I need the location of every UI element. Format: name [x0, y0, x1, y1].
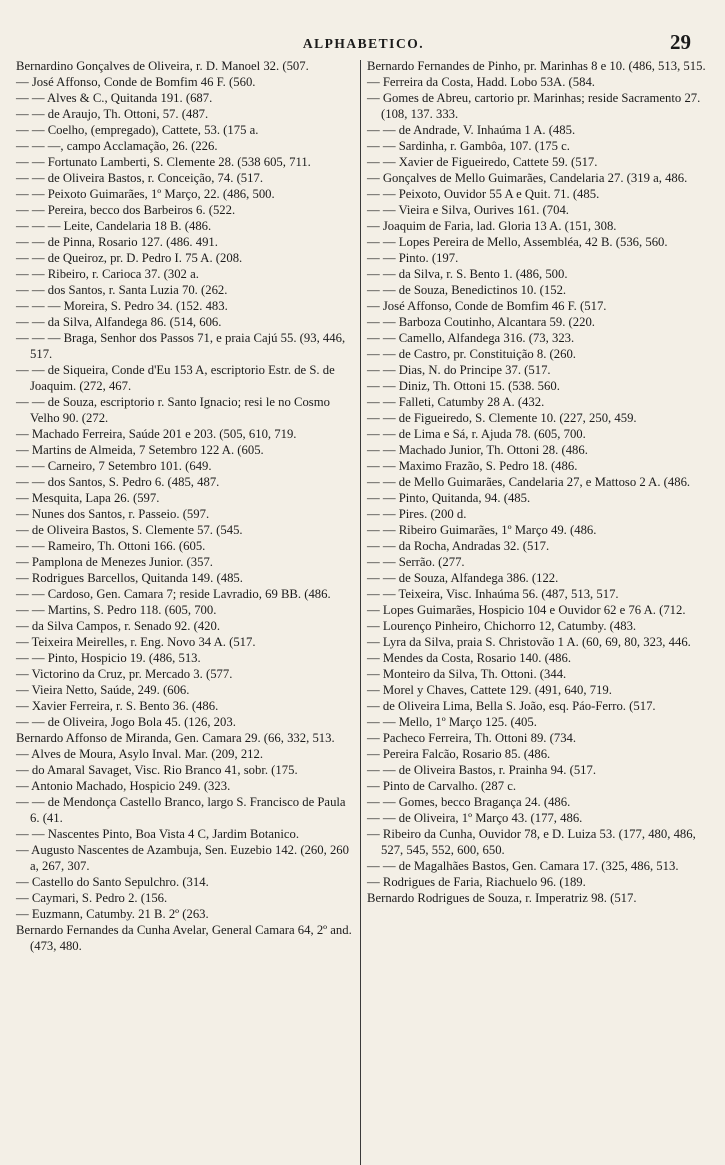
- directory-entry: — — Peixoto, Ouvidor 55 A e Quit. 71. (485.: [367, 187, 600, 201]
- page-number: 29: [670, 30, 691, 54]
- directory-entry: Bernardo Affonso de Miranda, Gen. Camara 29. (66, 332, 513.: [16, 731, 335, 745]
- directory-entry: — Pinto de Carvalho. (287 c.: [367, 779, 517, 793]
- directory-entry: — da Silva Campos, r. Senado 92. (420.: [16, 619, 221, 633]
- directory-entry: — Gomes de Abreu, cartorio pr. Marinhas; reside Sacramento 27. (108, 137. 333.: [367, 91, 701, 121]
- directory-entry: — Alves de Moura, Asylo Inval. Mar. (209, 212.: [16, 747, 264, 761]
- directory-entry: — Lourenço Pinheiro, Chichorro 12, Catumby. (483.: [367, 619, 637, 633]
- directory-entry: — — Falleti, Catumby 28 A. (432.: [367, 395, 545, 409]
- page-header: [16, 30, 711, 58]
- directory-entry: — do Amaral Savaget, Visc. Rio Branco 41, sobr. (175.: [16, 763, 298, 777]
- directory-entry: — — —, campo Acclamação, 26. (226.: [16, 139, 218, 153]
- directory-entry: — Rodrigues de Faria, Riachuelo 96. (189.: [367, 875, 586, 889]
- directory-entry: — Euzmann, Catumby. 21 B. 2º (263.: [16, 907, 209, 921]
- directory-entry: Bernardo Fernandes de Pinho, pr. Marinhas 8 e 10. (486, 513, 515.: [367, 59, 706, 73]
- directory-entry: — — Alves & C., Quitanda 191. (687.: [16, 91, 213, 105]
- directory-entry: Bernardo Rodrigues de Souza, r. Imperatriz 98. (517.: [367, 891, 637, 905]
- directory-entry: — Nunes dos Santos, r. Passeio. (597.: [16, 507, 210, 521]
- directory-entry: — Mendes da Costa, Rosario 140. (486.: [367, 651, 572, 665]
- directory-entry: — Monteiro da Silva, Th. Ottoni. (344.: [367, 667, 567, 681]
- directory-entry: — — Camello, Alfandega 316. (73, 323.: [367, 331, 575, 345]
- directory-entry: — Martins de Almeida, 7 Setembro 122 A. (605.: [16, 443, 264, 457]
- directory-entry: — — de Araujo, Th. Ottoni, 57. (487.: [16, 107, 209, 121]
- directory-entry: — — Nascentes Pinto, Boa Vista 4 C, Jardim Botanico.: [16, 827, 300, 841]
- directory-entry: — — Teixeira, Visc. Inhaúma 56. (487, 513, 517.: [367, 587, 619, 601]
- directory-entry: Bernardo Fernandes da Cunha Avelar, General Camara 64, 2º and. (473, 480.: [16, 923, 352, 953]
- directory-entry: — — Pinto, Hospicio 19. (486, 513.: [16, 651, 201, 665]
- directory-entry: — Augusto Nascentes de Azambuja, Sen. Euzebio 142. (260, 260 a, 267, 307.: [16, 843, 349, 873]
- directory-entry: — — de Castro, pr. Constituição 8. (260.: [367, 347, 576, 361]
- directory-entry: — José Affonso, Conde de Bomfim 46 F. (517.: [367, 299, 607, 313]
- directory-entry: — — da Rocha, Andradas 32. (517.: [367, 539, 550, 553]
- directory-entry: — — — Leite, Candelaria 18 B. (486.: [16, 219, 212, 233]
- directory-entry: — Lyra da Silva, praia S. Christovão 1 A. (60, 69, 80, 323, 446.: [367, 635, 691, 649]
- directory-entry: — Gonçalves de Mello Guimarães, Candelaria 27. (319 a, 486.: [367, 171, 688, 185]
- directory-entry: — — de Oliveira Bastos, r. Conceição, 74. (517.: [16, 171, 264, 185]
- directory-entry: — — de Oliveira, 1º Março 43. (177, 486.: [367, 811, 583, 825]
- directory-entry: — — de Pinna, Rosario 127. (486. 491.: [16, 235, 218, 249]
- directory-entry: — Castello do Santo Sepulchro. (314.: [16, 875, 209, 889]
- directory-entry: — — Diniz, Th. Ottoni 15. (538. 560.: [367, 379, 560, 393]
- directory-entry: — — Machado Junior, Th. Ottoni 28. (486.: [367, 443, 588, 457]
- directory-entry: — — de Mendonça Castello Branco, largo S. Francisco de Paula 6. (41.: [16, 795, 346, 825]
- directory-entry: — Joaquim de Faria, lad. Gloria 13 A. (151, 308.: [367, 219, 617, 233]
- directory-entry: — — Rameiro, Th. Ottoni 166. (605.: [16, 539, 206, 553]
- directory-entry: — Pereira Falcão, Rosario 85. (486.: [367, 747, 551, 761]
- directory-entry: — — Ribeiro, r. Carioca 37. (302 a.: [16, 267, 199, 281]
- directory-entry: — — dos Santos, r. Santa Luzia 70. (262.: [16, 283, 228, 297]
- directory-entry: — — Pereira, becco dos Barbeiros 6. (522.: [16, 203, 236, 217]
- directory-entry: — — Gomes, becco Bragança 24. (486.: [367, 795, 571, 809]
- directory-entry: — — Mello, 1º Março 125. (405.: [367, 715, 537, 729]
- directory-entry: — — Peixoto Guimarães, 1º Março, 22. (486, 500.: [16, 187, 275, 201]
- directory-entry: — Caymari, S. Pedro 2. (156.: [16, 891, 168, 905]
- directory-entry: — — Serrão. (277.: [367, 555, 465, 569]
- directory-entry: — Mesquita, Lapa 26. (597.: [16, 491, 160, 505]
- directory-entry: — — Pinto. (197.: [367, 251, 459, 265]
- directory-entry: — Ferreira da Costa, Hadd. Lobo 53A. (584.: [367, 75, 595, 89]
- directory-entry: — — de Mello Guimarães, Candelaria 27, e Mattoso 2 A. (486.: [367, 475, 691, 489]
- directory-entry: Bernardino Gonçalves de Oliveira, r. D. Manoel 32. (507.: [16, 59, 309, 73]
- directory-entry: — Lopes Guimarães, Hospicio 104 e Ouvidor 62 e 76 A. (712.: [367, 603, 686, 617]
- directory-entry: — — de Andrade, V. Inhaúma 1 A. (485.: [367, 123, 576, 137]
- directory-entry: — José Affonso, Conde de Bomfim 46 F. (560.: [16, 75, 256, 89]
- directory-entry: — — Sardinha, r. Gambôa, 107. (175 c.: [367, 139, 570, 153]
- directory-entry: — — de Queiroz, pr. D. Pedro I. 75 A. (208.: [16, 251, 243, 265]
- directory-entry: — — de Figueiredo, S. Clemente 10. (227, 250, 459.: [367, 411, 637, 425]
- directory-entry: — Vieira Netto, Saúde, 249. (606.: [16, 683, 190, 697]
- directory-entry: — Pamplona de Menezes Junior. (357.: [16, 555, 213, 569]
- directory-entry: — Teixeira Meirelles, r. Eng. Novo 34 A. (517.: [16, 635, 256, 649]
- directory-entry: — — — Braga, Senhor dos Passos 71, e praia Cajú 55. (93, 446, 517.: [16, 331, 346, 361]
- directory-entry: — de Oliveira Lima, Bella S. João, esq. Páo-Ferro. (517.: [367, 699, 656, 713]
- directory-entry: — — Maximo Frazão, S. Pedro 18. (486.: [367, 459, 578, 473]
- directory-entry: — de Oliveira Bastos, S. Clemente 57. (545.: [16, 523, 243, 537]
- directory-entry: — — Cardoso, Gen. Camara 7; reside Lavradio, 69 BB. (486.: [16, 587, 331, 601]
- directory-entry: — — dos Santos, S. Pedro 6. (485, 487.: [16, 475, 220, 489]
- directory-entry: — — da Silva, r. S. Bento 1. (486, 500.: [367, 267, 568, 281]
- directory-entry: — Pacheco Ferreira, Th. Ottoni 89. (734.: [367, 731, 577, 745]
- directory-entry: — — de Oliveira, Jogo Bola 45. (126, 203.: [16, 715, 236, 729]
- directory-entry: — Xavier Ferreira, r. S. Bento 36. (486.: [16, 699, 219, 713]
- directory-entry: — — Fortunato Lamberti, S. Clemente 28. (538 605, 711.: [16, 155, 311, 169]
- left-column: [16, 58, 360, 954]
- running-title: ALPHABETICO.: [302, 36, 425, 51]
- directory-entry: — — Xavier de Figueiredo, Cattete 59. (517.: [367, 155, 598, 169]
- two-column-body: [16, 58, 711, 1165]
- directory-entry: — — Carneiro, 7 Setembro 101. (649.: [16, 459, 212, 473]
- directory-entry: — — Ribeiro Guimarães, 1º Março 49. (486.: [367, 523, 597, 537]
- directory-entry: — Victorino da Cruz, pr. Mercado 3. (577.: [16, 667, 233, 681]
- directory-entry: — — Pires. (200 d.: [367, 507, 467, 521]
- directory-entry: — — — Moreira, S. Pedro 34. (152. 483.: [16, 299, 228, 313]
- directory-entry: — Antonio Machado, Hospicio 249. (323.: [16, 779, 231, 793]
- directory-entry: — — Dias, N. do Principe 37. (517.: [367, 363, 551, 377]
- directory-entry: — — da Silva, Alfandega 86. (514, 606.: [16, 315, 222, 329]
- directory-entry: — — Vieira e Silva, Ourives 161. (704.: [367, 203, 569, 217]
- directory-entry: — — Coelho, (empregado), Cattete, 53. (175 a.: [16, 123, 259, 137]
- directory-entry: — — de Magalhães Bastos, Gen. Camara 17. (325, 486, 513.: [367, 859, 679, 873]
- directory-entry: — — de Souza, escriptorio r. Santo Ignacio; resi le no Cosmo Velho 90. (272.: [16, 395, 330, 425]
- directory-entry: — — Lopes Pereira de Mello, Assembléa, 42 B. (536, 560.: [367, 235, 668, 249]
- directory-entry: — — Martins, S. Pedro 118. (605, 700.: [16, 603, 217, 617]
- directory-entry: — Morel y Chaves, Cattete 129. (491, 640, 719.: [367, 683, 612, 697]
- directory-entry: — Rodrigues Barcellos, Quitanda 149. (485.: [16, 571, 243, 585]
- directory-entry: — — de Souza, Benedictinos 10. (152.: [367, 283, 567, 297]
- directory-entry: — — de Lima e Sá, r. Ajuda 78. (605, 700.: [367, 427, 586, 441]
- directory-entry: — — de Siqueira, Conde d'Eu 153 A, escriptorio Estr. de S. de Joaquim. (272, 467.: [16, 363, 335, 393]
- directory-entry: — — de Souza, Alfandega 386. (122.: [367, 571, 559, 585]
- directory-entry: — — Pinto, Quitanda, 94. (485.: [367, 491, 531, 505]
- directory-entry: — Ribeiro da Cunha, Ouvidor 78, e D. Luiza 53. (177, 480, 486, 527, 545, 552, 600, 650.: [367, 827, 696, 857]
- right-column: [361, 58, 707, 906]
- directory-entry: — — de Oliveira Bastos, r. Prainha 94. (517.: [367, 763, 597, 777]
- directory-entry: — Machado Ferreira, Saúde 201 e 203. (505, 610, 719.: [16, 427, 297, 441]
- directory-entry: — — Barboza Coutinho, Alcantara 59. (220.: [367, 315, 595, 329]
